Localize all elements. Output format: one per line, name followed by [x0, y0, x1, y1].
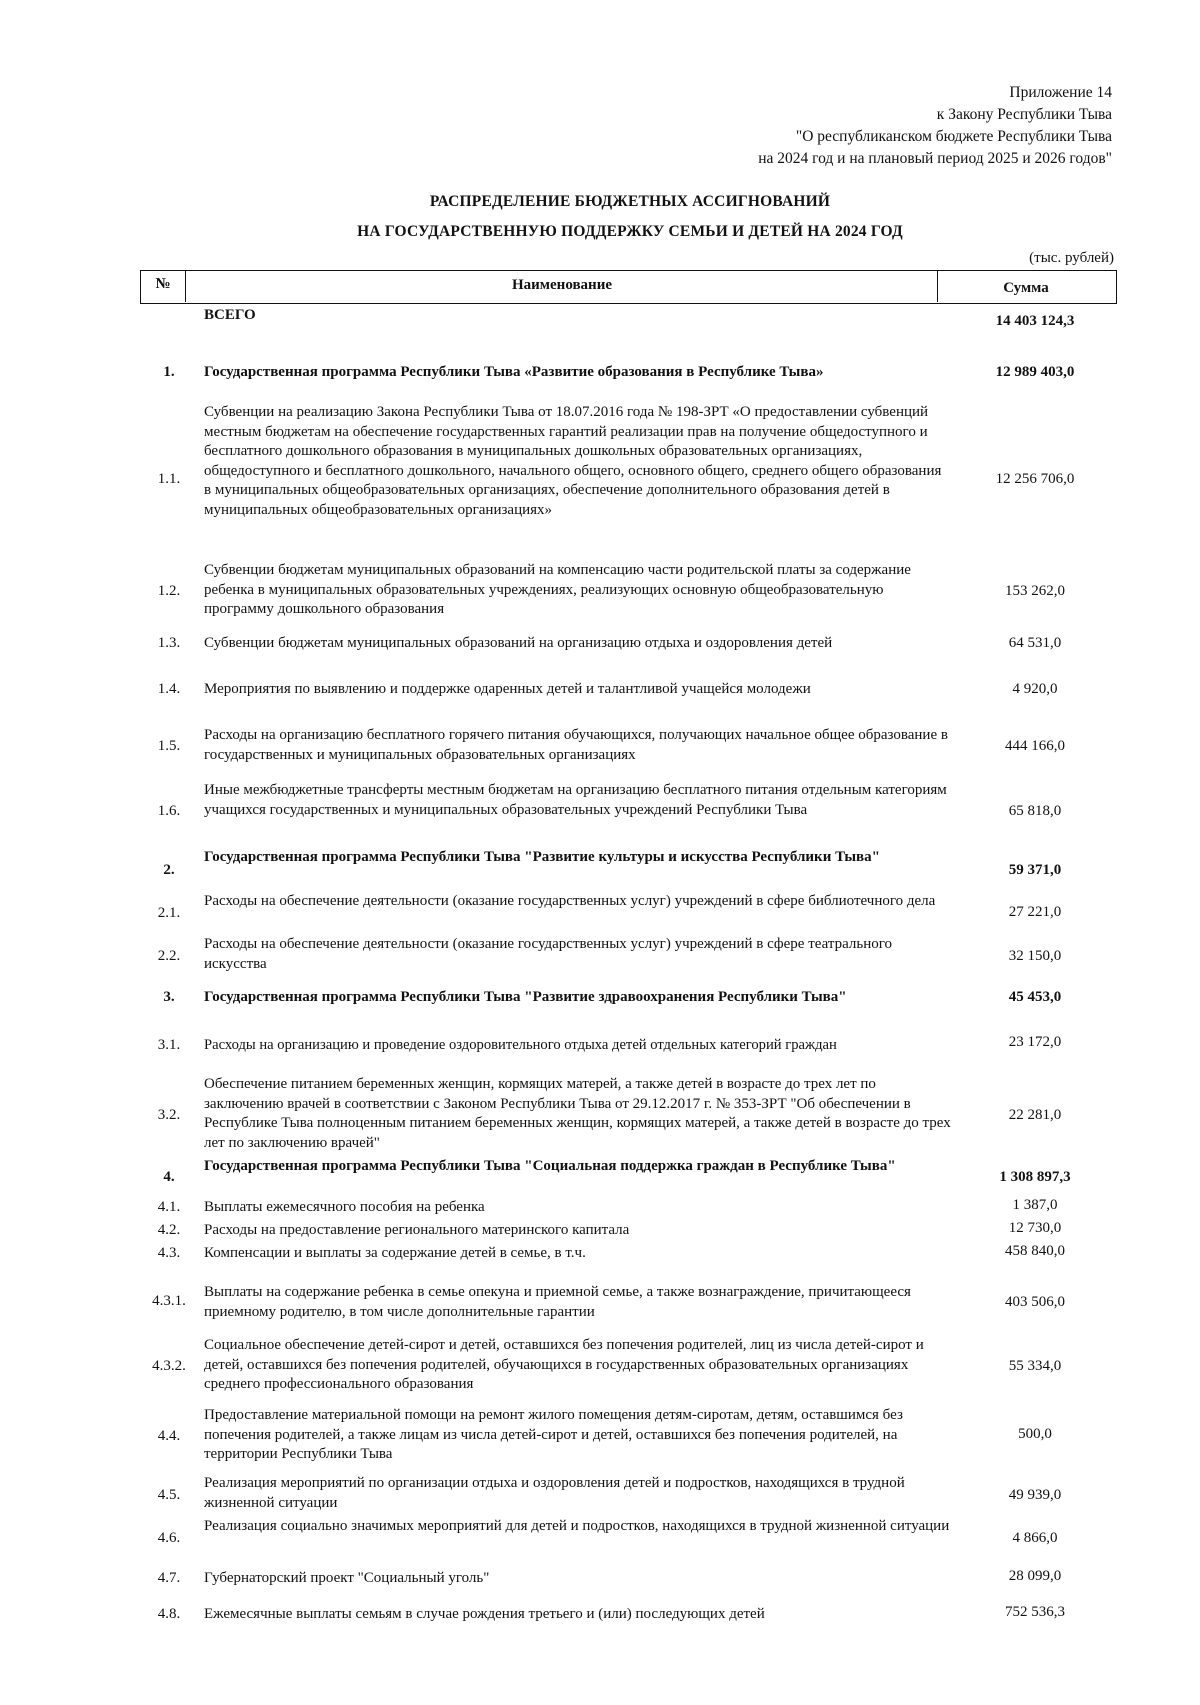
- row-sum: 59 371,0: [1008, 862, 1062, 878]
- row-name: Иные межбюджетные трансферты местным бюджетам на организацию бесплатного питания отдельным категориям учащихся государственных и муниципальных образовательных учреждений Республики Тыва: [204, 782, 947, 818]
- row-num: 4.3.1.: [152, 1293, 186, 1309]
- row-sum: 458 840,0: [1005, 1243, 1065, 1259]
- row-sum: 14 403 124,3: [995, 313, 1075, 329]
- row-name: Субвенции бюджетам муниципальных образований на организацию отдыха и оздоровления детей: [204, 635, 833, 651]
- row-sum: 752 536,3: [1005, 1604, 1065, 1620]
- row-num: 1.1.: [157, 471, 181, 487]
- row-name: Государственная программа Республики Тыва "Развитие культуры и искусства Республики Тыва": [204, 849, 880, 865]
- row-name: Расходы на обеспечение деятельности (оказание государственных услуг) учреждений в сфере театрального искусства: [204, 936, 893, 972]
- row-sum: 27 221,0: [1008, 904, 1062, 920]
- row-sum: 64 531,0: [1008, 635, 1062, 651]
- row-num: 4.7.: [157, 1570, 181, 1586]
- row-sum: 55 334,0: [1008, 1358, 1062, 1374]
- row-num: 4.1.: [157, 1199, 181, 1215]
- column-header-name: Наименование: [512, 277, 612, 293]
- row-num: 4.: [163, 1169, 175, 1185]
- row-name: Обеспечение питанием беременных женщин, кормящих матерей, а также детей в возрасте до трех лет по заключению врачей в соответствии с Законом Республики Тыва от 29.12.2017 г. № 353-ЗРТ "Об обеспечении в Республике Тыва полноценным питанием беременных женщин, кормящих матерей, а также детей в возрасте до трех лет по заключению врачей": [204, 1076, 951, 1151]
- row-name: Выплаты ежемесячного пособия на ребенка: [204, 1199, 485, 1215]
- row-num: 4.3.: [157, 1245, 181, 1261]
- row-sum: 22 281,0: [1008, 1107, 1062, 1123]
- appendix-line-2: к Закону Республики Тыва: [936, 106, 1112, 123]
- row-name: Субвенции на реализацию Закона Республики Тыва от 18.07.2016 года № 198-ЗРТ «О предоставлении субвенций местным бюджетам на обеспечение государственных гарантий реализации прав на получение общедоступного и бесплатного дошкольного образования в муниципальных дошкольных образовательных организациях, общедоступного и бесплатного дошкольного, начального общего, основного общего, среднего общего образования в муниципальных общеобразовательных организациях, обеспечение дополнительного образования детей в муниципальных общеобразовательных организациях»: [204, 404, 942, 518]
- row-num: 1.2.: [157, 583, 181, 599]
- row-name: Губернаторский проект "Социальный уголь": [204, 1570, 490, 1586]
- row-sum: 12 730,0: [1008, 1220, 1062, 1236]
- row-num: 1.3.: [157, 635, 181, 651]
- row-num: 2.2.: [157, 948, 181, 964]
- row-sum: 1 387,0: [1012, 1197, 1058, 1213]
- row-name: Государственная программа Республики Тыва "Социальная поддержка граждан в Республике Тыва": [204, 1158, 896, 1174]
- row-num: 1.: [163, 364, 175, 380]
- appendix-line-3: "О республиканском бюджете Республики Тыва: [795, 128, 1112, 145]
- row-name: Субвенции бюджетам муниципальных образований на компенсацию части родительской платы за содержание ребенка в муниципальных образовательных учреждениях, реализующих основную общеобразовательную программу дошкольного образования: [204, 562, 911, 617]
- appendix-header: [758, 82, 1112, 170]
- table-row-total: [0, 306, 1200, 329]
- unit-label: (тыс. рублей): [1029, 250, 1114, 266]
- row-sum: 1 308 897,3: [999, 1169, 1071, 1185]
- row-num: 1.4.: [157, 681, 181, 697]
- row-name: Реализация мероприятий по организации отдыха и оздоровления детей и подростков, находящихся в трудной жизненной ситуации: [204, 1475, 905, 1511]
- row-num: 4.2.: [157, 1222, 181, 1238]
- row-name: Мероприятия по выявлению и поддержке одаренных детей и талантливой учащейся молодежи: [204, 681, 811, 697]
- row-name: Расходы на организацию бесплатного горячего питания обучающихся, получающих начальное общее образование в государственных и муниципальных образовательных организациях: [204, 727, 948, 763]
- row-num: 4.3.2.: [152, 1358, 186, 1374]
- row-num: 4.6.: [157, 1530, 181, 1546]
- row-sum: 4 920,0: [1012, 681, 1058, 697]
- row-sum: 500,0: [1018, 1426, 1052, 1442]
- row-sum: 403 506,0: [1005, 1294, 1065, 1310]
- row-name: Ежемесячные выплаты семьям в случае рождения третьего и (или) последующих детей: [204, 1606, 765, 1622]
- row-sum: 32 150,0: [1008, 948, 1062, 964]
- row-name: Расходы на предоставление регионального материнского капитала: [204, 1222, 630, 1238]
- row-sum: 12 989 403,0: [995, 364, 1075, 380]
- row-name: Предоставление материальной помощи на ремонт жилого помещения детям-сиротам, детям, оставшимся без попечения родителей, а также лицам из числа детей-сирот и детей, оставшихся без попечения родителей, на территории Республики Тыва: [204, 1407, 903, 1462]
- row-num: 1.5.: [157, 738, 181, 754]
- row-num: 4.5.: [157, 1487, 181, 1503]
- row-name: Социальное обеспечение детей-сирот и детей, оставшихся без попечения родителей, лиц из числа детей-сирот и детей, оставшихся без попечения родителей, обучающихся в государственных образовательных организациях среднего профессионального образования: [204, 1337, 924, 1392]
- row-name: Компенсации и выплаты за содержание детей в семье, в т.ч.: [204, 1245, 586, 1261]
- row-name: ВСЕГО: [204, 307, 256, 323]
- document-title-line-2: НА ГОСУДАРСТВЕННУЮ ПОДДЕРЖКУ СЕМЬИ И ДЕТЕЙ НА 2024 ГОД: [357, 223, 903, 240]
- column-header-num: №: [141, 271, 186, 302]
- row-num: 4.8.: [157, 1606, 181, 1622]
- table-header: [140, 270, 1117, 304]
- document-title-line-1: РАСПРЕДЕЛЕНИЕ БЮДЖЕТНЫХ АССИГНОВАНИЙ: [429, 193, 831, 210]
- row-name: Выплаты на содержание ребенка в семье опекуна и приемной семье, а также вознаграждение, причитающееся приемному родителю, в том числе дополнительные гарантии: [204, 1284, 911, 1320]
- row-name: Государственная программа Республики Тыва «Развитие образования в Республике Тыва»: [204, 364, 824, 380]
- row-num: 3.1.: [157, 1037, 181, 1053]
- row-name: Расходы на обеспечение деятельности (оказание государственных услуг) учреждений в сфере библиотечного дела: [204, 893, 936, 909]
- row-sum: 444 166,0: [1005, 738, 1065, 754]
- row-num: 2.1.: [157, 905, 181, 921]
- row-num: 3.: [163, 989, 175, 1005]
- appendix-line-4: на 2024 год и на плановый период 2025 и 2026 годов": [758, 150, 1112, 167]
- column-header-sum: Сумма: [937, 271, 1114, 302]
- row-num: 4.4.: [157, 1428, 181, 1444]
- appendix-line-1: Приложение 14: [1009, 84, 1112, 101]
- row-name: Государственная программа Республики Тыва "Развитие здравоохранения Республики Тыва": [204, 989, 847, 1005]
- row-sum: 45 453,0: [1008, 989, 1062, 1005]
- row-name: Расходы на организацию и проведение оздоровительного отдыха детей отдельных категорий граждан: [204, 1037, 837, 1053]
- row-name: Реализация социально значимых мероприятий для детей и подростков, находящихся в трудной жизненной ситуации: [204, 1518, 950, 1534]
- row-sum: 28 099,0: [1008, 1568, 1062, 1584]
- row-sum: 4 866,0: [1012, 1530, 1058, 1546]
- row-sum: 49 939,0: [1008, 1487, 1062, 1503]
- row-num: 2.: [163, 862, 175, 878]
- row-num: 3.2.: [157, 1107, 181, 1123]
- row-sum: 153 262,0: [1005, 583, 1065, 599]
- row-sum: 65 818,0: [1008, 803, 1062, 819]
- row-sum: 12 256 706,0: [995, 471, 1075, 487]
- row-num: 1.6.: [157, 803, 181, 819]
- row-sum: 23 172,0: [1008, 1034, 1062, 1050]
